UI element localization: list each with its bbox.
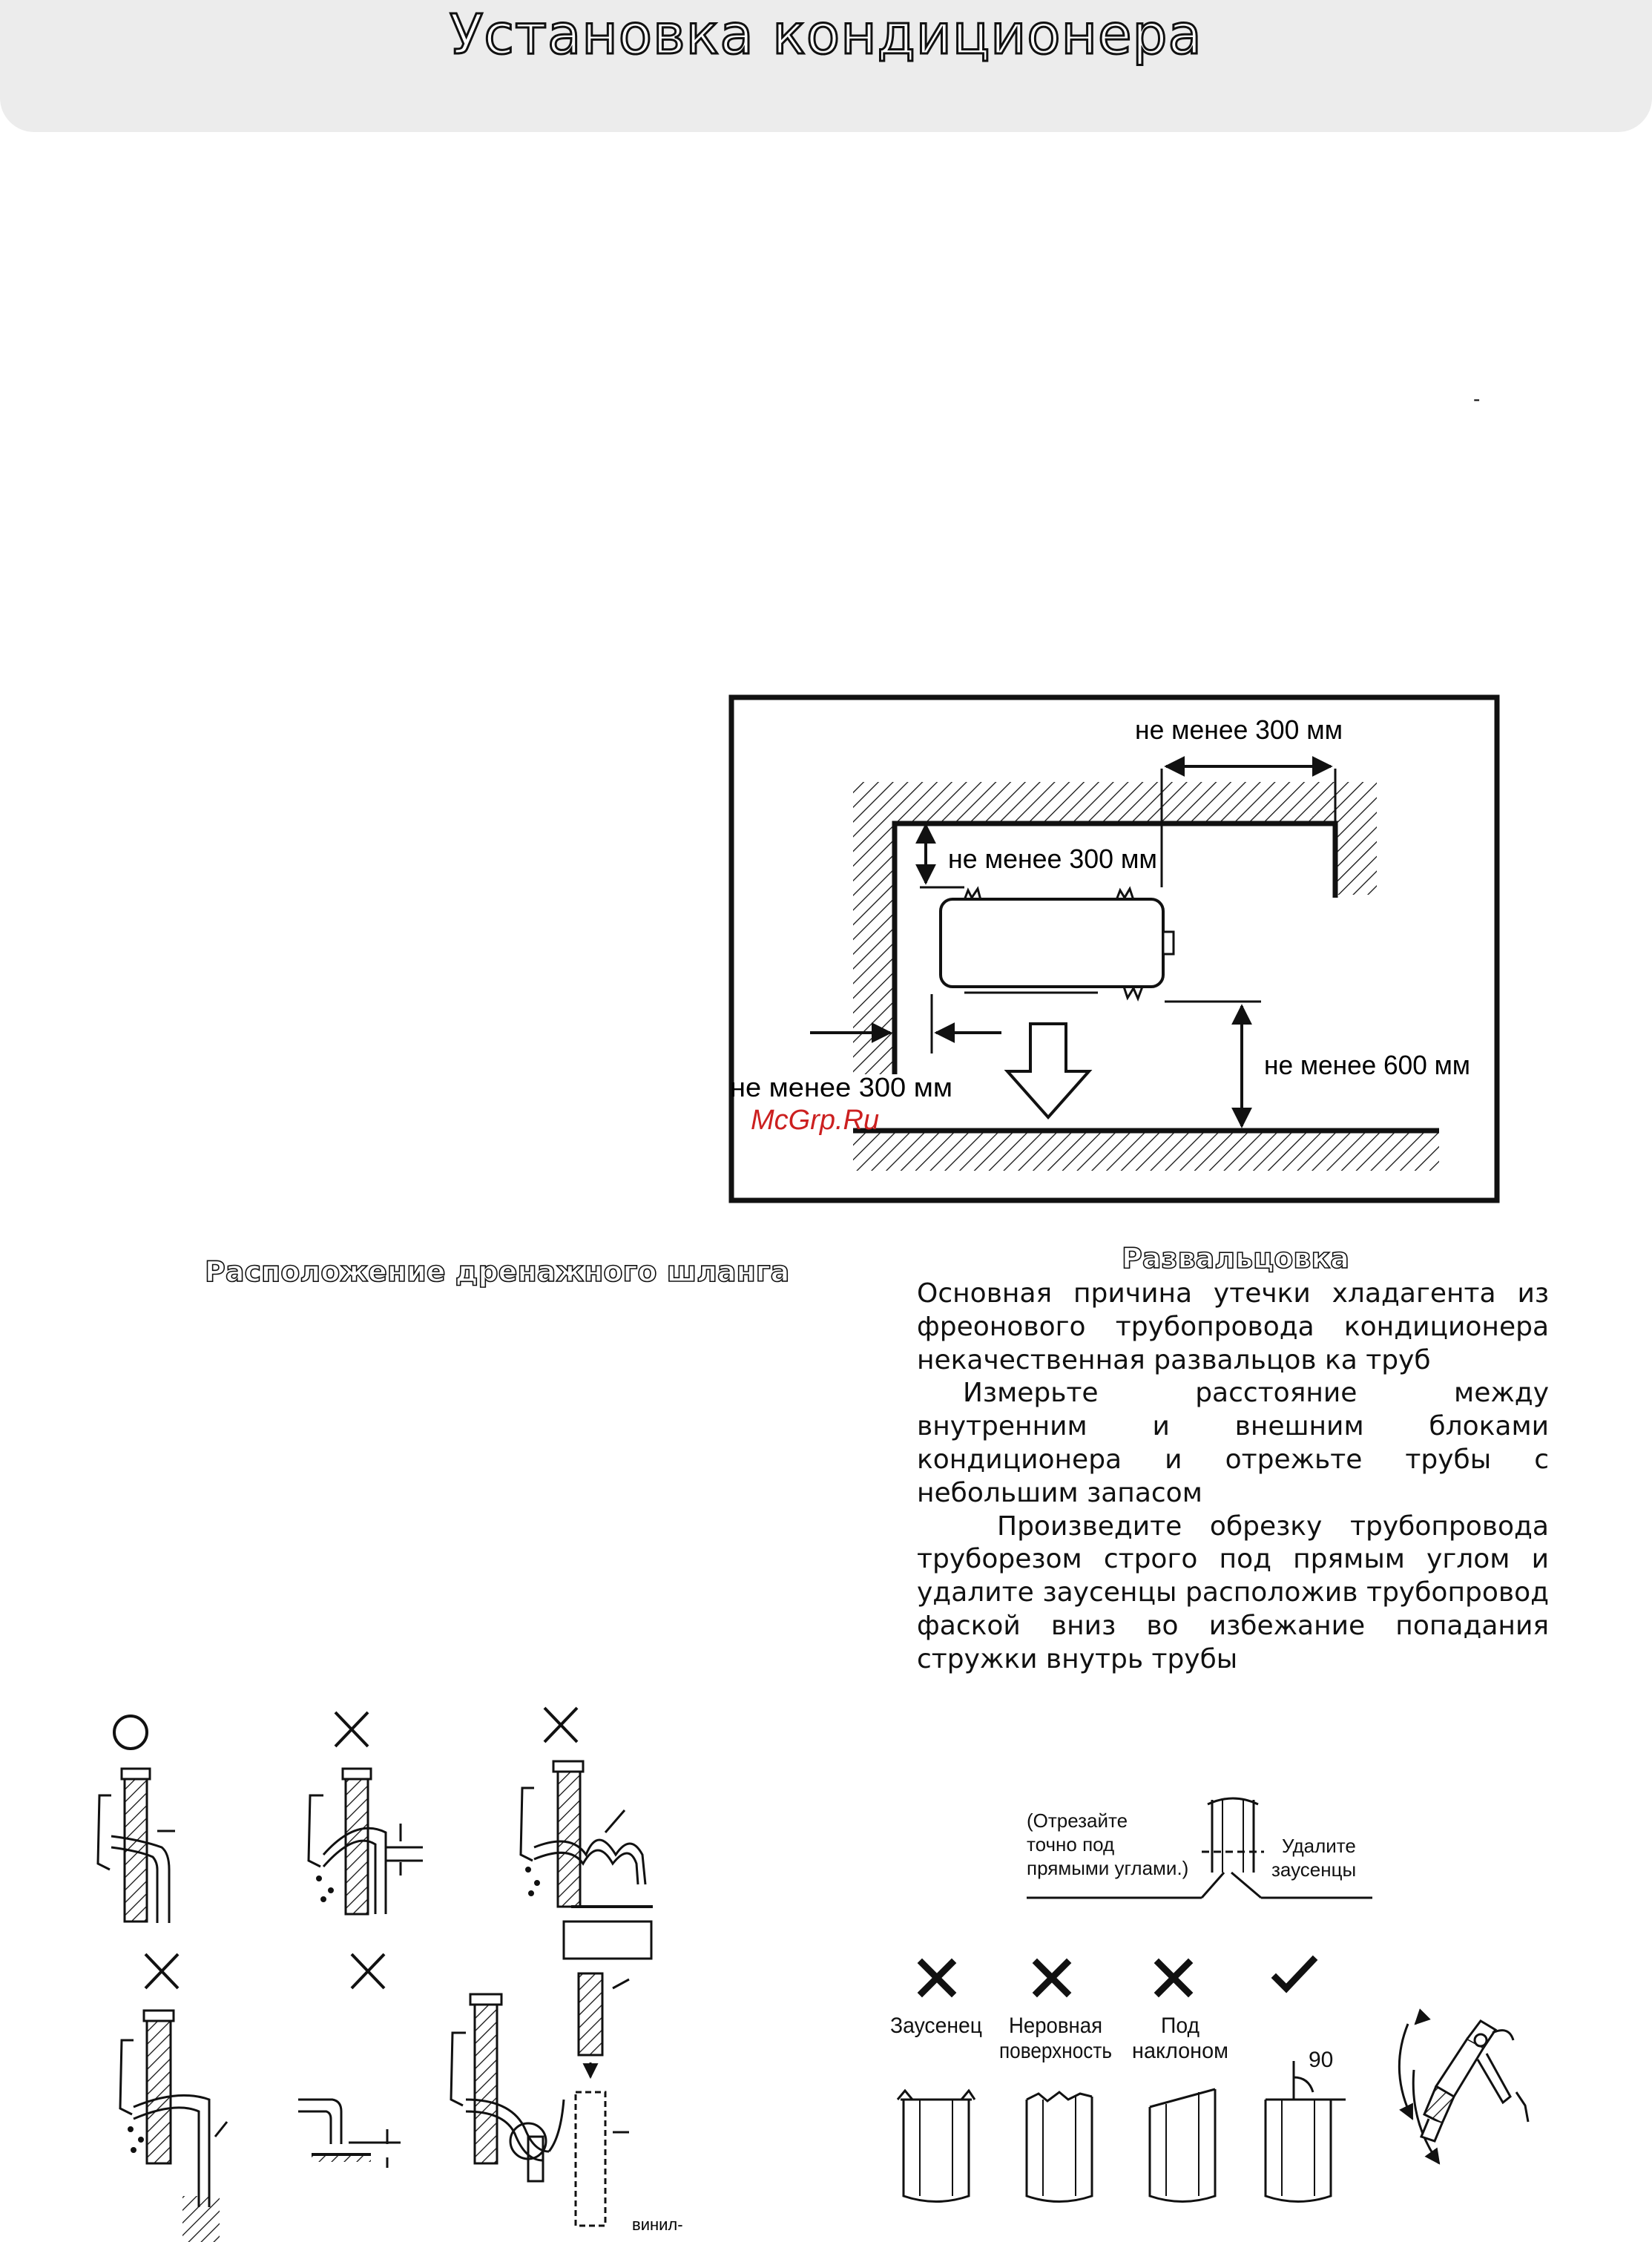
clearance-top-right-label: не менее 300 мм: [1135, 714, 1343, 745]
stray-dash: -: [1473, 387, 1481, 410]
cut-note-line-1: (Отрезайте: [1027, 1809, 1128, 1832]
drain-hose-figures: [98, 1708, 653, 2242]
page-title: Установка кондиционера: [450, 3, 1202, 67]
ok-circle-mark: [114, 1716, 147, 1749]
clearance-floor-label: не менее 600 мм: [1264, 1050, 1470, 1080]
sample-label-uneven-2: поверхность: [999, 2039, 1112, 2063]
vinyl-label: винил-: [632, 2215, 683, 2234]
watermark: McGrp.Ru: [751, 1105, 880, 1136]
drain-hose-section-title: Расположение дренажного шланга: [205, 1255, 790, 1288]
flaring-paragraph-1: Основная причина утечки хладагента из фреонового трубопровода кондиционера некачественная развальцов ка труб: [917, 1278, 1549, 1375]
pipe-samples: [898, 2061, 1346, 2202]
flaring-figures: [890, 1798, 1528, 2202]
indoor-unit: [941, 889, 1174, 999]
clearance-top-inner-label: не менее 300 мм: [948, 844, 1157, 874]
pipe-good: [1266, 2061, 1346, 2202]
deburr-note-line-1: Удалите: [1282, 1835, 1356, 1857]
deburr-note-line-2: заусенцы: [1271, 1858, 1357, 1881]
flaring-paragraph-2: Измерьте расстояние между внутренним и внешним блоками кондиционера и отрежьте трубы с небольшим запасом: [917, 1378, 1549, 1508]
cut-note-line-3: прямыми углами.): [1027, 1857, 1189, 1879]
drain-figure-3: [521, 1761, 653, 1959]
floor-hatch: [853, 1131, 1439, 1171]
drain-figure-1: [98, 1769, 175, 1923]
check-icon: [1276, 1960, 1313, 1988]
drain-figure-4: [120, 2011, 227, 2242]
reamer-tool-illustration: [1399, 2015, 1528, 2163]
drain-figure-6: [451, 1973, 629, 2226]
cut-note-line-2: точно под: [1027, 1833, 1115, 1855]
angle-label: 90: [1309, 2048, 1334, 2072]
pipe-uneven: [1027, 2092, 1092, 2202]
sample-label-slant-1: Под: [1161, 2013, 1199, 2038]
sample-label-slant-2: наклоном: [1132, 2039, 1228, 2063]
drain-figure-5: [298, 2100, 401, 2168]
pipe-burr: [898, 2091, 975, 2202]
sample-marks: [922, 1960, 1313, 1993]
flaring-paragraph-3: Произведите обрезку трубопровода труборезом строго под прямым углом и удалите заусенцы расположив трубопровод фаской вниз во избежание попадания стружки внутрь трубы: [917, 1510, 1549, 1674]
flaring-section-title: Развальцовка: [1122, 1242, 1349, 1275]
pipe-slanted: [1150, 2089, 1215, 2202]
clearance-left-label: не менее 300 мм: [730, 1072, 952, 1102]
clearance-diagram: [730, 697, 1497, 1200]
sample-label-uneven-1: Неровная: [1009, 2013, 1102, 2038]
airflow-arrow: [1007, 1024, 1089, 1117]
drain-figure-2: [309, 1769, 423, 1914]
sample-label-burr: Заусенец: [890, 2013, 982, 2038]
